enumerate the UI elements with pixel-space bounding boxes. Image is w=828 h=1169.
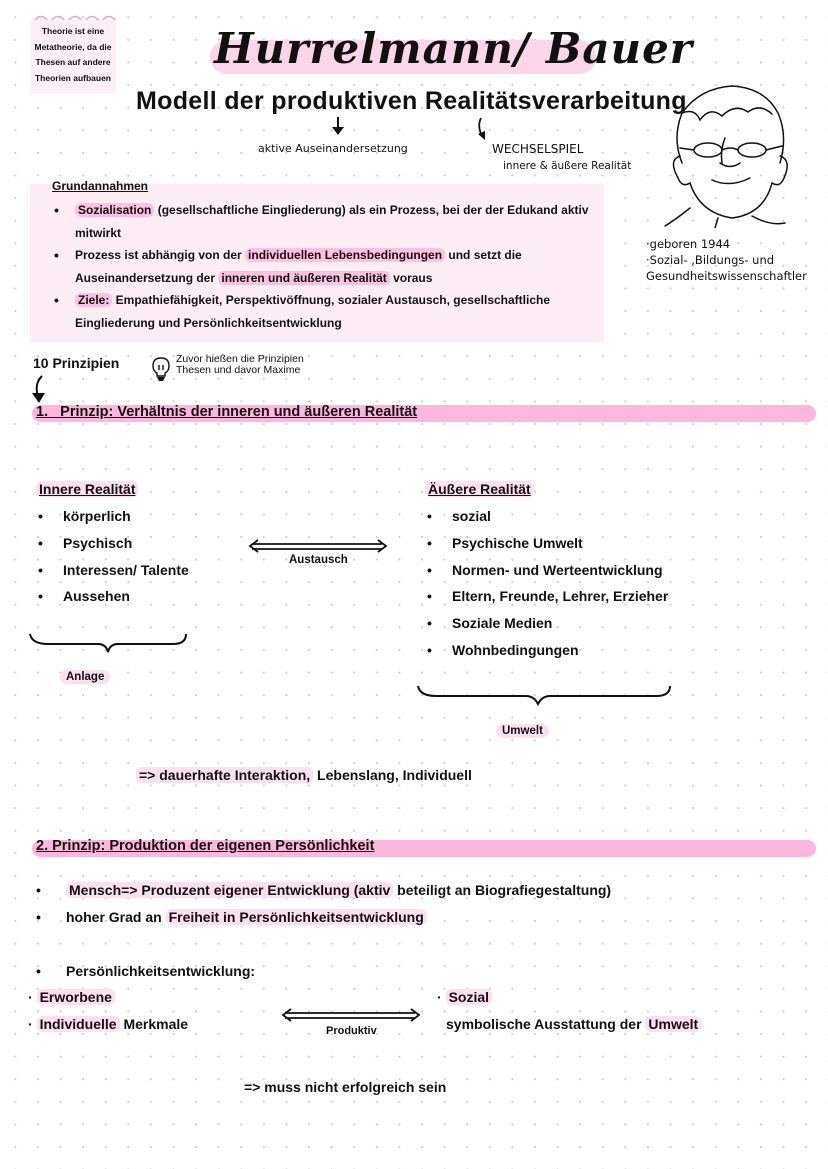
curly-brace-icon <box>28 632 188 654</box>
prinzip-2-conclusion: => muss nicht erfolgreich sein <box>244 1079 447 1095</box>
list-item: • sozial <box>425 503 668 530</box>
aeussere-realitaet-list <box>425 503 668 664</box>
highlight: Mensch=> Produzent eigener Entwicklung (aktiv <box>66 882 393 898</box>
list-item: • Psychische Umwelt <box>425 530 668 557</box>
bio-profession-cont: Gesundheitswissenschaftler <box>646 269 807 283</box>
symbolische-ausstattung-label <box>446 1016 701 1032</box>
text: voraus <box>389 270 433 285</box>
innere-realitaet-list <box>36 503 189 610</box>
portrait-sketch-icon <box>660 78 790 228</box>
grundannahmen-list <box>52 199 604 334</box>
prinzipien-note <box>176 354 304 376</box>
sozial-label: · Sozial <box>437 989 492 1005</box>
produktiv-label: Produktiv <box>326 1025 377 1037</box>
sticky-note <box>30 20 116 94</box>
list-item: • Psychisch <box>36 530 189 557</box>
text: hoher Grad an <box>66 909 166 925</box>
highlight: Freiheit in Persönlichkeitsentwicklung <box>166 909 427 925</box>
umwelt-label <box>496 721 549 739</box>
curved-arrow-icon <box>475 116 491 142</box>
tag: Anlage <box>60 670 110 684</box>
individuelle-merkmale-label: · Individuelle Merkmale <box>28 1016 189 1032</box>
highlight: Umwelt <box>645 1016 701 1032</box>
highlight: Ziele: <box>75 293 112 307</box>
prinzipien-label: 10 Prinzipien <box>33 355 120 371</box>
note-line: Theorien aufbauen <box>34 72 112 83</box>
list-item: • Normen- und Werteentwicklung <box>425 557 668 584</box>
anlage-label <box>60 667 110 685</box>
text: symbolische Ausstattung der <box>446 1016 646 1032</box>
bio-profession: ·Sozial- ,Bildungs- und <box>646 253 775 267</box>
note-line: Metatheorie, da die <box>34 41 112 52</box>
bio-born: ·geboren 1944 <box>646 237 731 251</box>
tag: Umwelt <box>496 724 549 738</box>
note-line: Thesen und davor Maxime <box>176 364 301 376</box>
list-item <box>52 244 604 289</box>
highlight: Sozial <box>446 989 492 1005</box>
text: beteiligt an Biografiegestaltung) <box>393 882 612 898</box>
text: Merkmale <box>119 1016 189 1032</box>
erworbene-label: · Erworbene <box>28 989 115 1005</box>
highlight: inneren und äußeren Realität <box>218 271 389 285</box>
highlight: Innere Realität <box>36 481 138 497</box>
list-item: • Persönlichkeitsentwicklung: <box>36 958 255 985</box>
list-item <box>52 199 604 244</box>
list-item: • Soziale Medien <box>425 610 668 637</box>
section-heading-prinzip-2: 2. Prinzip: Produktion der eigenen Persönlichkeit <box>36 838 375 854</box>
grundannahmen-title: Grundannahmen <box>52 179 149 193</box>
highlight: Sozialisation <box>75 203 154 217</box>
double-arrow-icon <box>248 539 388 553</box>
list-item: • Interessen/ Talente <box>36 557 189 584</box>
text: (gesellschaftliche Eingliederung) als ein Prozess, bei der der Edukand aktiv mitwirkt <box>75 203 589 240</box>
list-item <box>36 904 611 931</box>
annotation-wechselspiel: WECHSELSPIEL <box>492 142 584 156</box>
page-title: Hurrelmann/ Bauer <box>214 24 693 73</box>
highlight: => dauerhafte Interaktion, <box>136 767 313 783</box>
arrow-down-icon <box>331 116 345 136</box>
text: Prozess ist abhängig von der <box>75 248 246 262</box>
austausch-label: Austausch <box>289 554 348 566</box>
lightbulb-icon <box>150 356 172 382</box>
note-line: Thesen auf andere <box>35 57 111 67</box>
highlight: Individuelle <box>37 1016 120 1032</box>
innere-realitaet-title <box>36 481 138 497</box>
prinzip-1-conclusion <box>136 767 472 783</box>
list-item: • körperlich <box>36 503 189 530</box>
aeussere-realitaet-title <box>425 481 534 497</box>
prinzip-2-list <box>36 877 611 931</box>
list-item <box>52 289 604 334</box>
annotation-aktive-auseinandersetzung: aktive Auseinandersetzung <box>258 142 408 155</box>
list-item <box>36 877 611 904</box>
note-line: Zuvor hießen die Prinzipien <box>176 353 304 365</box>
highlight: individuellen Lebensbedingungen <box>245 248 445 262</box>
double-arrow-icon <box>281 1008 421 1022</box>
annotation-innere-aeussere: innere & äußere Realität <box>503 160 632 172</box>
page-subtitle: Modell der produktiven Realitätsverarbeitung <box>136 87 687 115</box>
list-item: • Wohnbedingungen <box>425 637 668 664</box>
list-item: • Eltern, Freunde, Lehrer, Erzieher <box>425 583 668 610</box>
highlight: Erworbene <box>37 989 115 1005</box>
text: und setzt die Auseinandersetzung der <box>75 248 522 285</box>
highlight: Äußere Realität <box>425 481 534 497</box>
note-line: Theorie ist eine <box>41 26 105 36</box>
persoenlichkeit-list <box>36 958 255 985</box>
section-heading-prinzip-1: 1. Prinzip: Verhältnis der inneren und äußeren Realität <box>36 404 418 420</box>
text: Lebenslang, Individuell <box>313 767 472 783</box>
biography <box>646 236 807 284</box>
arrow-down-curved-icon <box>30 374 48 404</box>
list-item: • Aussehen <box>36 583 189 610</box>
text: Empathiefähigkeit, Perspektivöffnung, sozialer Austausch, gesellschaftliche Eingliederung und Persönlichkeitsentwicklung <box>75 293 551 330</box>
curly-brace-icon <box>416 684 672 706</box>
